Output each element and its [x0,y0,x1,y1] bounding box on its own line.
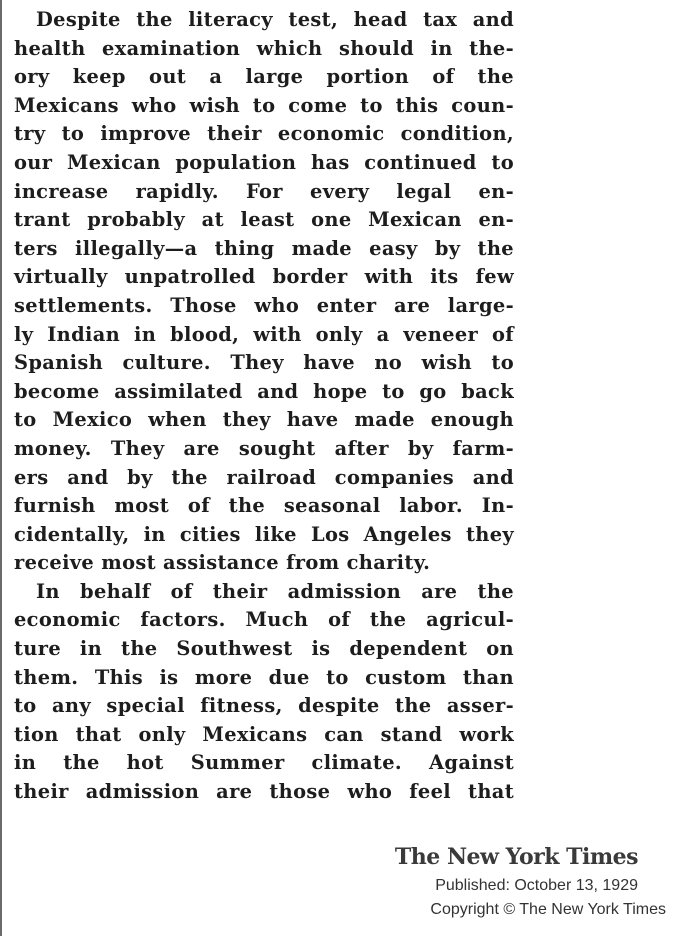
article-line: to any special fitness, despite the asser- [14,694,514,718]
article-line: ory keep out a large portion of the [14,65,514,89]
masthead-logo: The New York Times [394,844,638,870]
article-line: ters illegally—a thing made easy by the [14,236,514,260]
article-line: receive most assistance from charity. [14,551,431,575]
article-line: cidentally, in cities like Los Angeles they [14,522,514,546]
article-line: in the hot Summer climate. Against [14,751,514,775]
article-line: them. This is more due to custom than [14,665,514,689]
article-line: our Mexican population has continued to [14,150,514,174]
article-line: try to improve their economic condition, [14,122,514,146]
article-line: their admission are those who feel that [14,780,514,804]
article-line: Spanish culture. They have no wish to [14,351,514,375]
article-line: tion that only Mexicans can stand work [14,722,514,746]
article-line: settlements. Those who enter are large- [14,293,514,317]
article-text-column [14,6,514,807]
article-line: to Mexico when they have made enough [14,408,514,432]
copyright-notice: Copyright © The New York Times [430,901,666,918]
article-line: economic factors. Much of the agricul- [14,608,514,632]
article-line: virtually unpatrolled border with its few [14,265,514,289]
article-line: become assimilated and hope to go back [14,379,514,403]
article-line: ers and by the railroad companies and [14,465,514,489]
source-footer [366,840,666,922]
article-line: ly Indian in blood, with only a veneer of [14,322,514,346]
article-line: In behalf of their admission are the [36,579,514,603]
article-line: ture in the Southwest is dependent on [14,637,514,661]
article-line: trant probably at least one Mexican en- [14,208,514,232]
published-date: Published: October 13, 1929 [435,877,638,894]
article-line: Mexicans who wish to come to this coun- [14,93,514,117]
left-border [0,0,2,936]
article-line: increase rapidly. For every legal en- [14,179,514,203]
article-line: furnish most of the seasonal labor. In- [14,494,514,518]
article-line: Despite the literacy test, head tax and [36,8,514,31]
article-line: health examination which should in the- [14,36,514,60]
article-line: money. They are sought after by farm- [14,436,514,460]
